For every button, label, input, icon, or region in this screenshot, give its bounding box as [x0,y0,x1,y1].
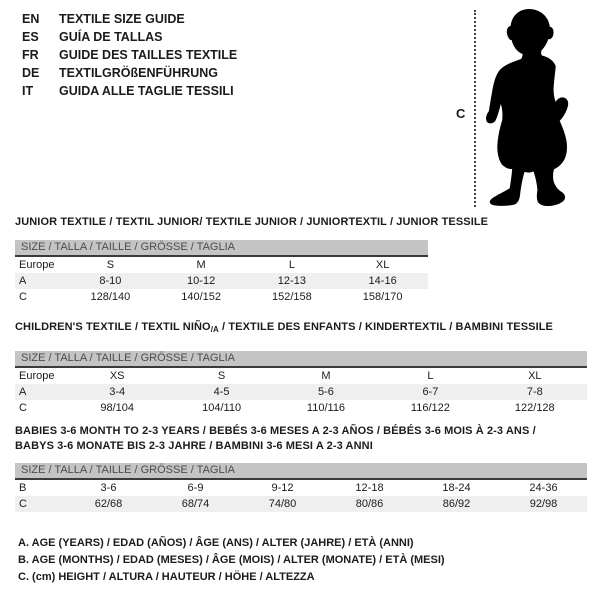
table-title [15,321,587,336]
size-header-bar: SIZE / TALLA / TAILLE / GRÖSSE / TAGLIA [15,463,587,480]
language-row-it [22,82,237,100]
height-measure-dotted-line [474,10,476,207]
footnote-c: C. (cm) HEIGHT / ALTURA / HAUTEUR / HÖHE / ALTEZZA [18,571,315,583]
title-text: / TEXTILE DES ENFANTS / KINDERTEXTIL / BAMBINI TESSILE [218,321,553,333]
babies-textile-table [15,424,587,512]
column-header: XL [375,259,390,271]
size-header-bar: SIZE / TALLA / TAILLE / GRÖSSE / TAGLIA [15,240,428,257]
row-label: A [15,273,65,289]
language-label: TEXTILGRÖßENFÜHRUNG [59,66,219,80]
table-cell: 9-12 [271,482,294,494]
table-cell: 140/152 [181,291,221,303]
table-cell: 3-4 [65,384,169,400]
language-header [22,10,237,100]
row-label: B [19,482,27,494]
table-cell: 68/74 [152,496,239,512]
language-code: FR [22,48,39,62]
language-label: TEXTILE SIZE GUIDE [59,12,185,26]
table-row [15,400,587,416]
childrens-textile-table [15,321,587,416]
table-row [15,384,587,400]
table-cell: 152/158 [271,291,312,303]
language-code: EN [22,12,40,26]
language-label: GUÍA DE TALLAS [59,30,163,44]
toddler-silhouette [484,7,576,209]
table-cell: 62/68 [65,496,152,512]
table-cell: 4-5 [169,384,273,400]
table-cell: 10-12 [156,273,247,289]
column-header: S [106,259,115,271]
language-row-fr [22,46,237,64]
language-code: IT [22,84,34,98]
row-label: A [15,384,65,400]
height-measure-label: C [456,106,466,121]
column-header: M [196,259,206,271]
table-cell: 24-36 [529,482,558,494]
column-header: Europe [19,259,55,271]
table-cell: 74/80 [239,496,326,512]
size-header-bar: SIZE / TALLA / TAILLE / GRÖSSE / TAGLIA [15,351,587,368]
title-line-1: BABIES 3-6 MONTH TO 2-3 YEARS / BEBÉS 3-6 MESES A 2-3 AÑOS / BÉBÉS 3-6 MOIS À 2-3 ANS / [15,425,536,437]
title-subscript: /A [210,325,219,334]
table-cell: 12-18 [355,482,384,494]
column-header: S [217,370,226,382]
table-row [15,273,428,289]
table-cell: 6-7 [378,384,482,400]
table-cell: 128/140 [90,291,131,303]
table-cell: 3-6 [100,482,117,494]
table-cell: 8-10 [65,273,156,289]
table-cell: 104/110 [202,402,242,414]
title-text: CHILDREN'S TEXTILE / TEXTIL NIÑO [15,321,211,333]
column-header: M [321,370,331,382]
table-row [15,289,428,305]
table-cell: 6-9 [187,482,204,494]
column-header: L [427,370,434,382]
language-row-en [22,10,237,28]
junior-textile-table [15,216,587,305]
table-cell: 14-16 [337,273,428,289]
table-cell: 5-6 [274,384,378,400]
table-cell: 98/104 [100,402,135,414]
footnote-a: A. AGE (YEARS) / EDAD (AÑOS) / ÂGE (ANS) / ALTER (JAHRE) / ETÀ (ANNI) [18,537,414,549]
table-title: JUNIOR TEXTILE / TEXTIL JUNIOR/ TEXTILE JUNIOR / JUNIORTEXTIL / JUNIOR TESSILE [15,216,489,228]
language-label: GUIDE DES TAILLES TEXTILE [59,48,238,62]
row-label: C [19,291,27,303]
table-header-row [15,257,428,273]
language-label: GUIDA ALLE TAGLIE TESSILI [59,84,234,98]
table-cell: 80/86 [326,496,413,512]
table-row [15,480,587,496]
table-cell: 12-13 [247,273,338,289]
table-cell: 18-24 [442,482,471,494]
column-header: XL [528,370,542,382]
table-cell: 92/98 [500,496,587,512]
table-cell: 110/116 [306,402,346,414]
language-code: DE [22,66,40,80]
language-row-de [22,64,237,82]
row-label: C [15,496,65,512]
table-cell: 7-8 [483,384,587,400]
table-cell: 122/128 [514,402,555,414]
table-cell: 158/170 [362,291,403,303]
footnotes [18,535,445,586]
table-row [15,496,587,512]
language-code: ES [22,30,39,44]
table-title [15,424,587,454]
table-header-row [15,368,587,384]
column-header: XS [109,370,125,382]
column-header: Europe [19,370,55,382]
table-cell: 116/122 [410,402,450,414]
row-label: C [19,402,27,414]
language-row-es [22,28,237,46]
footnote-b: B. AGE (MONTHS) / EDAD (MESES) / ÂGE (MOIS) / ALTER (MONATE) / ETÀ (MESI) [18,554,445,566]
table-cell: 86/92 [413,496,500,512]
title-line-2: BABYS 3-6 MONATE BIS 2-3 JAHRE / BAMBINI 3-6 MESI A 2-3 ANNI [15,440,373,452]
column-header: L [288,259,295,271]
